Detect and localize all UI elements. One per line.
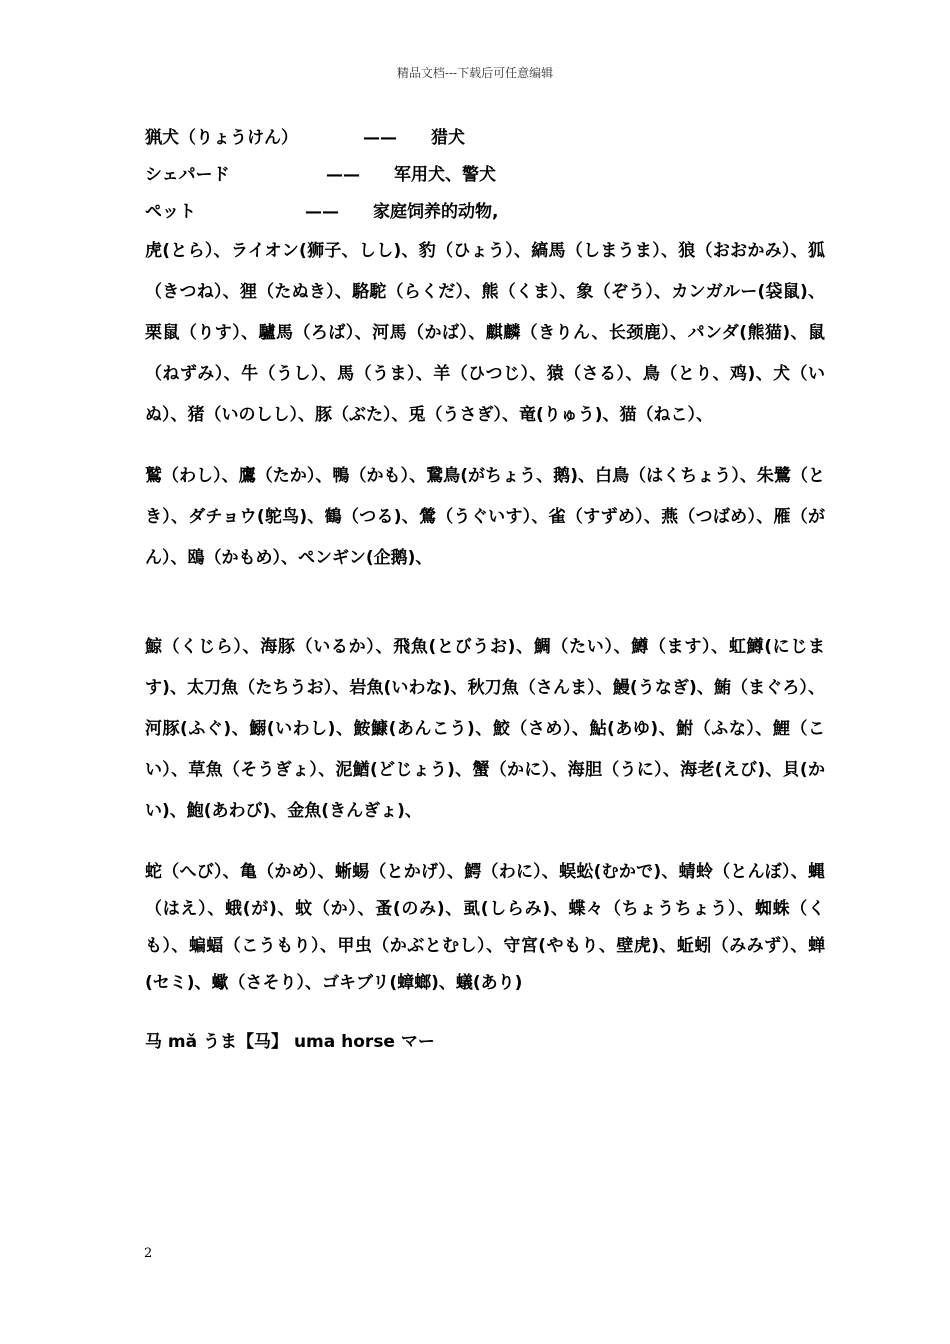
term-row-hunting-dog [145,120,825,157]
term-row-pet [145,194,825,231]
paragraph-fish: 鯨（くじら）、海豚（いるか）、飛魚(とびうお)、鯛（たい）、鱒（ます）、虹鱒(にじます)、太刀魚（たちうお）、岩魚(いわな)、秋刀魚（さんま）、鰻(うなぎ)、鮪（まぐろ）、河豚(ふぐ)、鰯(いわし)、鮟鱇(あんこう)、鮫（さめ）、鮎(あゆ)、鮒（ふな）、鯉（こい）、草魚（そうぎょ）、泥鰌(どじょう)、蟹（かに）、海胆（うに）、海老(えび)、貝(かい)、鮑(あわび)、金魚(きんぎょ)、 [145,637,825,821]
term-row-shepherd [145,157,825,194]
term-dash: —— [363,128,397,148]
document-body [145,120,825,1061]
term-chinese: 家庭饲养的动物, [373,202,499,222]
page-header: 精品文档---下载后可任意编辑 [396,66,554,80]
term-chinese: 军用犬、警犬 [394,165,496,185]
paragraph-beasts: 虎(とら）、ライオン(狮子、しし)、豹（ひょう）、縞馬（しまうま）、狼（おおかみ）、狐（きつね）、狸（たぬき）、駱駝（らくだ）、熊（くま）、象（ぞう）、カンガルー(袋鼠)、栗鼠（りす）、驢馬（ろば）、河馬（かば）、麒麟（きりん、长颈鹿）、パンダ(熊猫)、鼠（ねずみ）、牛（うし）、馬（うま）、羊（ひつじ）、猿（さる）、鳥（とり、鸡)、犬（いぬ）、猪（いのしし）、豚（ぶた）、兎（うさぎ）、竜(りゅう)、猫（ねこ）、 [145,241,825,425]
term-japanese: ペット [145,202,196,222]
term-dash: —— [305,202,339,222]
term-japanese: シェパード [145,165,230,185]
term-dash: —— [326,165,360,185]
term-chinese: 猎犬 [431,128,465,148]
vocab-entry-horse: 马 mǎ うま【马】 uma horse マー [145,1032,435,1052]
paragraph-birds: 鷲（わし）、鷹（たか）、鴨（かも）、鵞鳥(がちょう、鹅)、白鳥（はくちょう）、朱鷺（とき）、ダチョウ(鸵鸟)、鶴（つる)、鶯（うぐいす）、雀（すずめ）、燕（つばめ）、雁（がん）、鴎（かもめ）、ペンギン(企鹅)、 [145,466,825,568]
page-number: 2 [144,1246,153,1261]
term-japanese: 猟犬（りょうけん） [145,128,298,148]
paragraph-reptiles-insects: 蛇（へび）、亀（かめ）、蜥蜴（とかげ）、鰐（わに）、蜈蚣(むかで)、蜻蛉（とんぼ）、蝿（はえ）、蛾(が)、蚊（か）、蚤(のみ)、虱(しらみ)、蝶々（ちょうちょう）、蜘蛛（くも）、蝙蝠（こうもり）、甲虫（かぶとむし）、守宮(やもり、壁虎)、蚯蚓（みみず）、蝉(セミ)、蠍（さそり）、ゴキブリ(蟑螂)、蟻(あり) [145,862,825,993]
